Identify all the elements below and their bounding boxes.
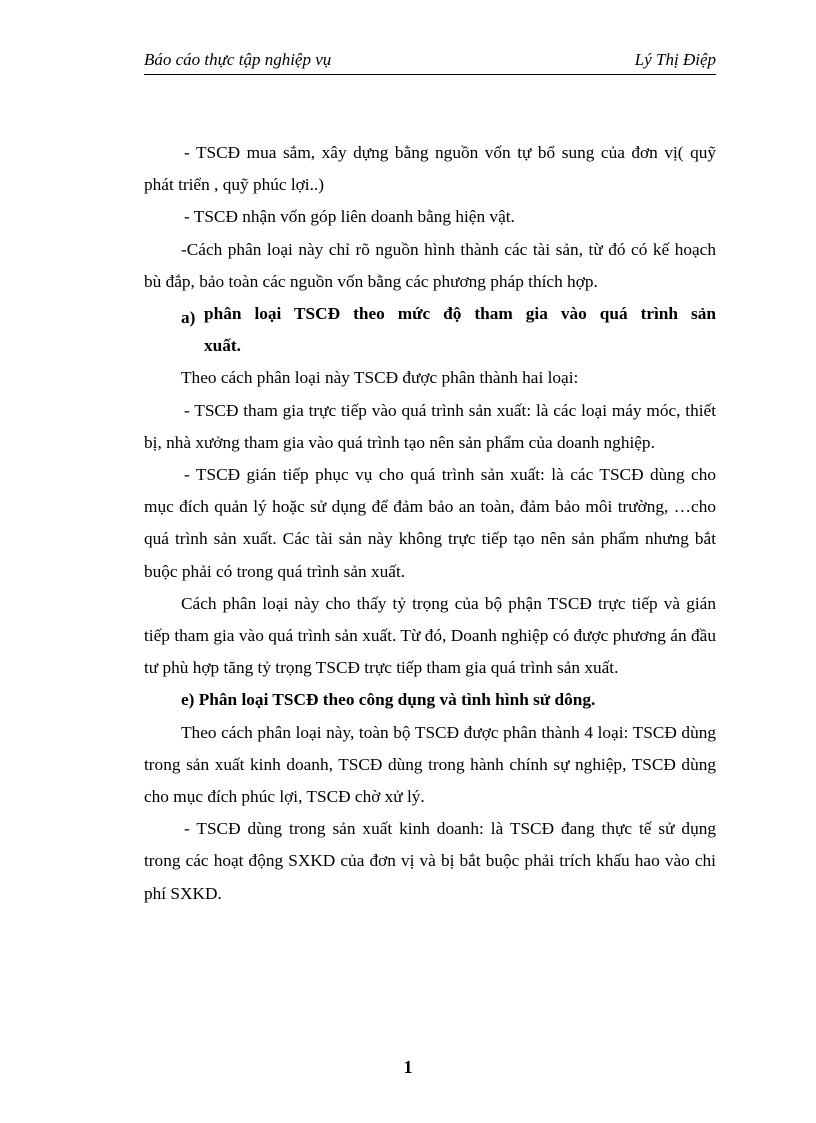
paragraph-production-assets: - TSCĐ dùng trong sản xuất kinh doanh: là TSCĐ đang thực tế sử dụng trong các hoạt động SXKD của đơn vị và bị bắt buộc phải trích khấu hao vào chi phí SXKD.: [144, 819, 716, 903]
paragraph-direct-assets: - TSCĐ tham gia trực tiếp vào quá trình sản xuất: là các loại máy móc, thiết bị, nhà xưởng tham gia vào quá trình tạo nên sản phẩm của doanh nghiệp.: [144, 400, 716, 452]
paragraph-proportion-note: Cách phân loại này cho thấy tỷ trọng của bộ phận TSCĐ trực tiếp và gián tiếp tham gia vào quá trình sản xuất. Từ đó, Doanh nghiệp có được phương án đầu tư phù hợp tăng tỷ trọng TSCĐ trực tiếp tham gia quá trình sản xuất.: [144, 593, 716, 678]
paragraph-self-funded-assets: - TSCĐ mua sắm, xây dựng bằng nguồn vốn tự bổ sung của đơn vị( quỹ phát triển , quỹ phúc lợi..): [144, 143, 716, 195]
heading-a-line1: phân loại TSCĐ theo mức độ tham gia vào quá trình sản: [204, 304, 716, 324]
page-number: 1: [403, 1057, 413, 1077]
document-body: [144, 137, 716, 910]
paragraph-two-types: Theo cách phân loại này TSCĐ được phân thành hai loại:: [181, 368, 579, 388]
header-title: Báo cáo thực tập nghiệp vụ: [144, 50, 332, 69]
paragraph-joint-venture-assets: - TSCĐ nhận vốn góp liên doanh bằng hiện vật.: [184, 207, 515, 227]
header-author: Lý Thị Điệp: [634, 50, 716, 69]
paragraph-classification-note: -Cách phân loại này chỉ rõ nguồn hình thành các tài sản, từ đó có kế hoạch bù đắp, bảo toàn các nguồn vốn bằng các phương pháp thích hợp.: [144, 239, 716, 291]
paragraph-four-types: Theo cách phân loại này, toàn bộ TSCĐ được phân thành 4 loại: TSCĐ dùng trong sản xuất kinh doanh, TSCĐ dùng trong hành chính sự nghiệp, TSCĐ dùng cho mục đích phúc lợi, TSCĐ chờ xử lý.: [144, 722, 716, 807]
paragraph-indirect-assets: - TSCĐ gián tiếp phục vụ cho quá trình sản xuất: là các TSCĐ dùng cho mục đích quản lý hoặc sử dụng để đảm bảo an toàn, đảm bảo môi trường, …cho quá trình sản xuất. Các tài sản này không trực tiếp tạo nên sản phẩm nhưng bắt buộc phải có trong quá trình sản xuất.: [144, 465, 716, 581]
heading-a-line2: xuất.: [204, 336, 241, 356]
heading-a-marker: a): [181, 308, 196, 328]
heading-e: e) Phân loại TSCĐ theo công dụng và tình hình sử dông.: [181, 690, 596, 710]
heading-a: [144, 298, 716, 362]
page-header: [144, 48, 716, 75]
